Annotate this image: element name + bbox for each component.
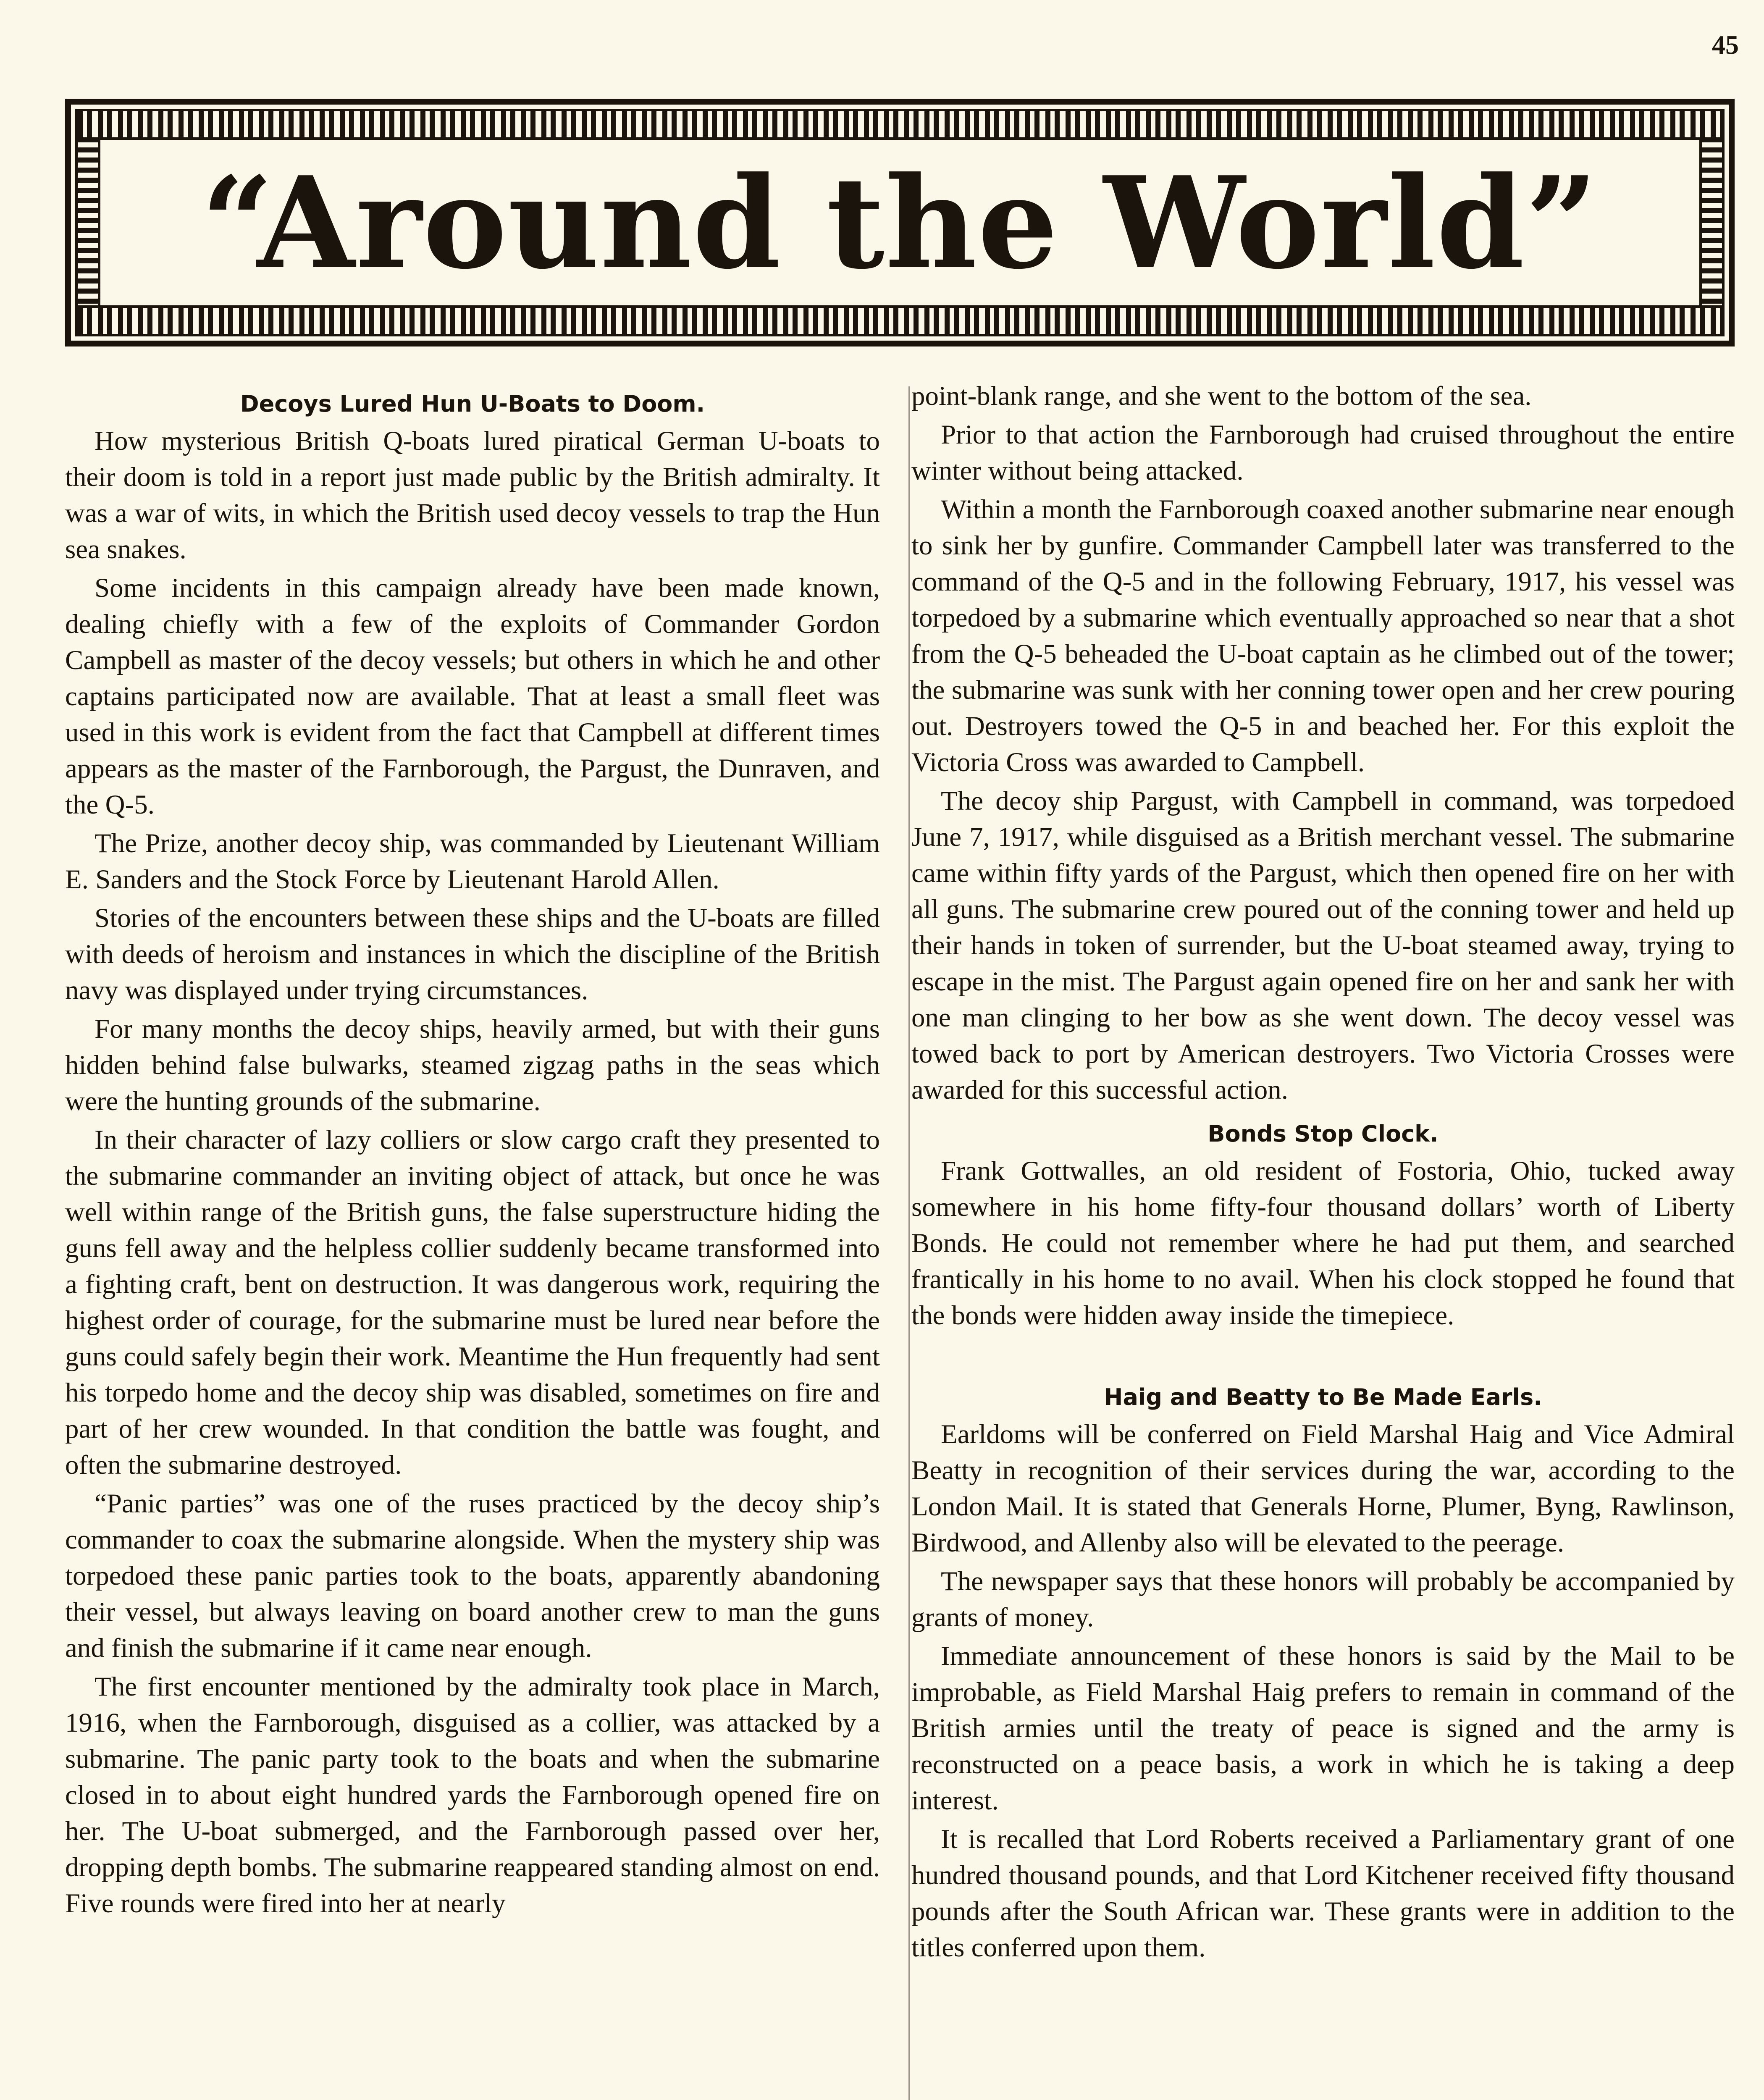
paragraph: Some incidents in this campaign already have been made known, dealing chiefly with a few of the exploits of Commander Gordon Campbell as master of the decoy vessels; but others in which he and other captains participated now are available. That at least a small fleet was used in this work is evident from the fact that Campbell at different times appears as the master of the Farnborough, the Pargust, the Dunraven, and the Q-5.	[65, 573, 880, 820]
right-column	[911, 378, 1735, 2100]
paragraph: Prior to that action the Farnborough had cruised throughout the entire winter without being attacked.	[911, 420, 1735, 486]
article-heading-decoys: Decoys Lured Hun U-Boats to Doom.	[240, 391, 705, 417]
article-heading-earls: Haig and Beatty to Be Made Earls.	[1104, 1384, 1542, 1410]
paragraph: The newspaper says that these honors will probably be accompanied by grants of money.	[911, 1566, 1735, 1633]
paragraph: It is recalled that Lord Roberts received a Parliamentary grant of one hundred thousand pounds, and that Lord Kitchener received fifty thousand pounds after the South African war. These grants were in addition to the titles conferred upon them.	[911, 1824, 1735, 1963]
banner-border	[75, 109, 1725, 336]
column-divider	[908, 386, 910, 2100]
paragraph-continued: point-blank range, and she went to the bottom of the sea.	[911, 381, 1532, 411]
paragraph: The decoy ship Pargust, with Campbell in command, was torpedoed June 7, 1917, while disguised as a British merchant vessel. The submarine came within fifty yards of the Pargust, which then opened fire on her with all guns. The submarine crew poured out of the conning tower and held up their hands in token of surrender, but the U-boat steamed away, trying to escape in the mist. The Pargust again opened fire on her and sank her with one man clinging to her bow as she went down. The decoy vessel was towed back to port by American destroyers. Two Victoria Crosses were awarded for this successful action.	[911, 786, 1735, 1105]
left-column	[65, 378, 880, 2100]
paragraph: In their character of lazy colliers or slow cargo craft they presented to the submarine commander an inviting object of attack, but once he was well within range of the British guns, the false superstructure hiding the guns fell away and the helpless collier suddenly became transformed into a fighting craft, bent on destruction. It was dangerous work, requiring the highest order of courage, for the submarine must be lured near before the guns could safely begin their work. Meantime the Hun frequently had sent his torpedo home and the decoy ship was disabled, sometimes on fire and part of her crew wounded. In that condition the battle was fought, and often the submarine destroyed.	[65, 1125, 880, 1480]
paragraph: How mysterious British Q-boats lured piratical German U-boats to their doom is told in a report just made public by the British admiralty. It was a war of wits, in which the British used decoy vessels to trap the Hun sea snakes.	[65, 426, 880, 564]
paragraph: Stories of the encounters between these ships and the U-boats are filled with deeds of heroism and instances in which the discipline of the British navy was displayed under trying circumstances.	[65, 903, 880, 1005]
page-title: “Around the World”	[201, 148, 1599, 297]
article-columns	[65, 378, 1735, 2100]
paragraph: For many months the decoy ships, heavily armed, but with their guns hidden behind false bulwarks, steamed zigzag paths in the seas which were the hunting grounds of the submarine.	[65, 1014, 880, 1116]
title-banner	[65, 99, 1735, 346]
article-heading-bonds: Bonds Stop Clock.	[1208, 1121, 1438, 1147]
paragraph: The first encounter mentioned by the admiralty took place in March, 1916, when the Farnborough, disguised as a collier, was attacked by a submarine. The panic party took to the boats and when the submarine closed in to about eight hundred yards the Farnborough opened fire on her. The U-boat submerged, and the Farnborough passed over her, dropping depth bombs. The submarine reappeared standing almost on end. Five rounds were fired into her at nearly	[65, 1672, 880, 1919]
paragraph: “Panic parties” was one of the ruses practiced by the decoy ship’s commander to coax the submarine alongside. When the mystery ship was torpedoed these panic parties took to the boats, apparently abandoning their vessel, but always leaving on board another crew to man the guns and finish the submarine if it came near enough.	[65, 1488, 880, 1663]
banner-ornament-top	[78, 111, 1722, 140]
banner-ornament-bottom	[78, 305, 1722, 334]
paragraph: Earldoms will be conferred on Field Marshal Haig and Vice Admiral Beatty in recognition of their services during the war, according to the London Mail. It is stated that Generals Horne, Plumer, Byng, Rawlinson, Birdwood, and Allenby also will be elevated to the peerage.	[911, 1419, 1735, 1558]
banner-ornament-left	[78, 137, 100, 308]
page-number: 45	[1712, 30, 1739, 60]
paragraph: Frank Gottwalles, an old resident of Fostoria, Ohio, tucked away somewhere in his home fifty-four thousand dollars’ worth of Liberty Bonds. He could not remember where he had put them, and searched frantically in his home to no avail. When his clock stopped he found that the bonds were hidden away inside the timepiece.	[911, 1156, 1735, 1331]
paragraph: Immediate announcement of these honors is said by the Mail to be improbable, as Field Marshal Haig prefers to remain in command of the British armies until the treaty of peace is signed and the army is reconstructed on a peace basis, a work in which he is taking a deep interest.	[911, 1641, 1735, 1816]
paragraph: The Prize, another decoy ship, was commanded by Lieutenant William E. Sanders and the Stock Force by Lieutenant Harold Allen.	[65, 828, 880, 895]
banner-ornament-right	[1699, 137, 1722, 308]
paragraph: Within a month the Farnborough coaxed another submarine near enough to sink her by gunfire. Commander Campbell later was transferred to the command of the Q-5 and in the following February, 1917, his vessel was torpedoed by a submarine which eventually approached so near that a shot from the Q-5 beheaded the U-boat captain as he climbed out of the tower; the submarine was sunk with her conning tower open and her crew pouring out. Destroyers towed the Q-5 in and beached her. For this exploit the Victoria Cross was awarded to Campbell.	[911, 494, 1735, 777]
